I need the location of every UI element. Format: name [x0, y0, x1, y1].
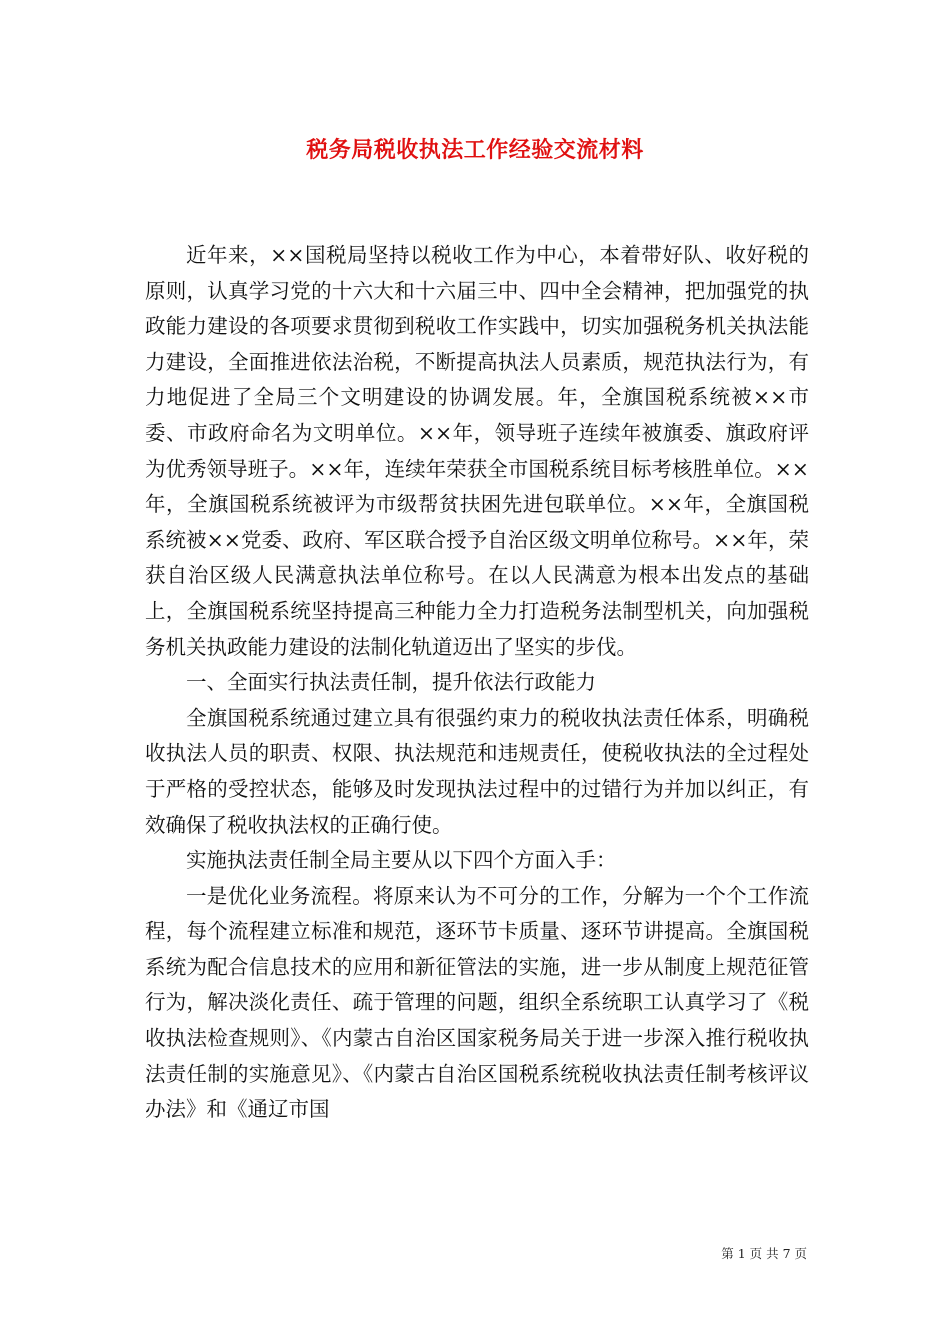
- four-aspects-paragraph: 实施执法责任制全局主要从以下四个方面入手：: [186, 848, 617, 873]
- page-number-footer: 第 1 页 共 7 页: [721, 1246, 807, 1261]
- document-title: 税务局税收执法工作经验交流材料: [306, 137, 644, 163]
- first-aspect-paragraph: 一是优化业务流程。将原来认为不可分的工作，分解为一个个工作流程，每个流程建立标准和规范，逐环节卡质量、逐环节讲提高。全旗国税系统为配合信息技术的应用和新征管法的实施，进一步从制度上规范征管行为，解决淡化责任、疏于管理的问题，组织全系统职工认真学习了《税收执法检查规则》、《内蒙古自治区国家税务局关于进一步深入推行税收执法责任制的实施意见》、《内蒙古自治区国税系统税收执法责任制考核评议办法》和《通辽市国: [145, 883, 809, 1122]
- section-1-paragraph: 全旗国税系统通过建立具有很强约束力的税收执法责任体系，明确税收执法人员的职责、权限、执法规范和违规责任，使税收执法的全过程处于严格的受控状态，能够及时发现执法过程中的过错行为并加以纠正，有效确保了税收执法权的正确行使。: [145, 705, 809, 837]
- section-heading-1: 一、全面实行执法责任制，提升依法行政能力: [186, 670, 596, 695]
- intro-paragraph: 近年来，××国税局坚持以税收工作为中心，本着带好队、收好税的原则，认真学习党的十六大和十六届三中、四中全会精神，把加强党的执政能力建设的各项要求贯彻到税收工作实践中，切实加强税务机关执法能力建设，全面推进依法治税，不断提高执法人员素质，规范执法行为，有力地促进了全局三个文明建设的协调发展。年，全旗国税系统被××市委、市政府命名为文明单位。××年，领导班子连续年被旗委、旗政府评为优秀领导班子。××年，连续年荣获全市国税系统目标考核胜单位。××年，全旗国税系统被评为市级帮贫扶困先进包联单位。××年，全旗国税系统被××党委、政府、军区联合授予自治区级文明单位称号。××年，荣获自治区级人民满意执法单位称号。在以人民满意为根本出发点的基础上，全旗国税系统坚持提高三种能力全力打造税务法制型机关，向加强税务机关执政能力建设的法制化轨道迈出了坚实的步伐。: [145, 243, 809, 659]
- document-body: [145, 238, 809, 1128]
